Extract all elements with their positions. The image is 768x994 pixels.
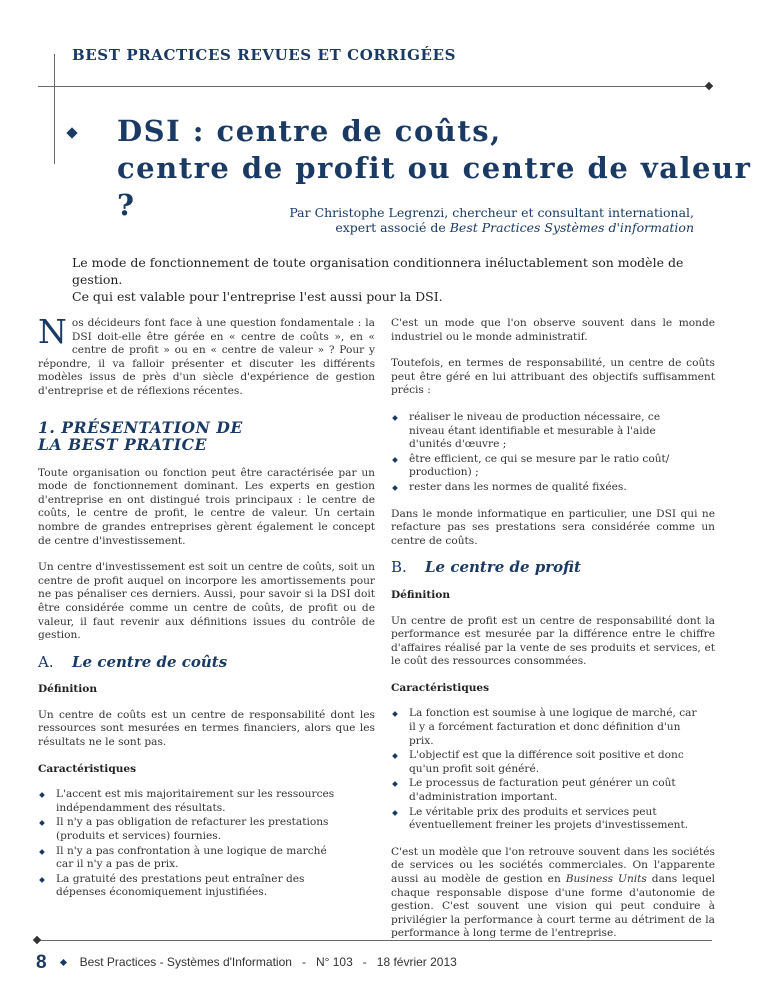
- page-footer: [36, 952, 457, 974]
- footer-separator: -: [301, 955, 306, 970]
- footer-diamond-icon: [60, 958, 67, 965]
- footer-separator: -: [362, 955, 367, 970]
- section-a-definition-text: Un centre de coûts est un centre de responsabilité dont les ressources sont mesurées en termes financiers, alors que les résultats ne le sont pas.: [38, 708, 375, 749]
- intro-paragraph: [38, 312, 375, 399]
- section-b-definition-label: Définition: [391, 588, 451, 601]
- list-item: L'accent est mis majoritairement sur les ressources indépendamment des résultats.: [38, 788, 346, 815]
- section-a-characteristics-label: Caractéristiques: [38, 762, 137, 775]
- section-1-heading-line-1: 1. PRÉSENTATION DE: [38, 417, 243, 437]
- list-item: La gratuité des prestations peut entraîner des dépenses économiquement injustifiées.: [38, 873, 346, 900]
- col2-paragraph-1: C'est un mode que l'on observe souvent dans le monde industriel ou le monde administratif.: [391, 317, 715, 343]
- lead-line-2: Ce qui est valable pour l'entreprise l'est aussi pour la DSI.: [72, 289, 443, 304]
- section-b-heading: [391, 558, 715, 577]
- column-right: [391, 317, 715, 954]
- section-b-title: Le centre de profit: [425, 558, 581, 577]
- section-a-list: [38, 788, 375, 900]
- section-b-closing-paragraph: [391, 846, 715, 941]
- list-item: réaliser le niveau de production nécessaire, ce niveau étant identifiable et mesurable à l'aide d'unités d'œuvre ;: [391, 411, 699, 452]
- title-line-2: centre de profit ou centre de valeur ?: [117, 151, 752, 222]
- section-rubric: BEST PRACTICES REVUES ET CORRIGÉES: [72, 46, 457, 64]
- section-a-title: Le centre de coûts: [72, 652, 228, 671]
- drop-cap: N: [38, 312, 67, 351]
- lead-paragraph: [72, 254, 702, 305]
- section-1-paragraph-1: Toute organisation ou fonction peut être caractérisée par un mode de fonctionnement dominant. Les experts en gestion d'entreprise en ont distingué trois principaux : le centre de coûts, le centre de profit, le centre de valeur. Un certain nombre de grandes entreprises gèrent également le concept de centre d'investissement.: [38, 466, 375, 547]
- byline-line-1: Par Christophe Legrenzi, chercheur et consultant international,: [289, 205, 694, 220]
- section-b-list: [391, 707, 715, 832]
- section-b-characteristics-label: Caractéristiques: [391, 681, 490, 694]
- top-rule: [38, 86, 710, 87]
- section-a-letter: A.: [38, 652, 54, 671]
- left-margin-rule: [54, 54, 55, 164]
- section-1-paragraph-2: Un centre d'investissement est soit un centre de coûts, soit un centre de profit auquel on incorpore les amortissements pour ne pas pénaliser ces derniers. Aussi, pour savoir si la DSI doit être considérée comme un centre de coûts, de profit ou de valeur, il faut revenir aux définitions issues du contrôle de gestion.: [38, 561, 375, 642]
- page-number: 8: [36, 952, 47, 973]
- list-item: L'objectif est que la différence soit positive et donc qu'un profit soit généré.: [391, 749, 699, 776]
- section-b-definition-text: Un centre de profit est un centre de responsabilité dont la performance est mesurée par la différence entre le chiffre d'affaires réalisé par la vente de ses produits et services, et le coût des ressources consommées.: [391, 614, 715, 668]
- col2-paragraph-2: Toutefois, en termes de responsabilité, un centre de coûts peut être géré en lui attribuant des objectifs suffisamment précis :: [391, 357, 715, 397]
- title-line-1: DSI : centre de coûts,: [117, 114, 502, 148]
- byline-prefix: expert associé de: [335, 220, 446, 235]
- section-a-heading: [38, 652, 375, 671]
- byline: [174, 205, 694, 235]
- footer-publication: Best Practices - Systèmes d'Information: [79, 955, 292, 970]
- list-item: rester dans les normes de qualité fixées.: [391, 481, 699, 495]
- intro-text: os décideurs font face à une question fondamentale : la DSI doit-elle être gérée en « centre de coûts », en « centre de profit » ou en « centre de valeur » ? Pour y répondre, il va falloir présenter et discuter les différents modèles issus de près d'un siècle d'expérience de gestion d'entreprise et de réflexions récentes.: [38, 317, 375, 397]
- closing-text-start: C'est un modèle que l'on retrouve souvent dans les sociétés de services ou les sociétés commerciales. On l'apparente aussi au modèle de gestion en: [391, 845, 715, 885]
- list-item: Le processus de facturation peut générer un coût d'administration important.: [391, 777, 699, 804]
- list-item: être efficient, ce qui se mesure par le ratio coût/ production) ;: [391, 453, 699, 480]
- title-diamond-icon: [66, 127, 77, 138]
- section-a-definition-label: Définition: [38, 683, 98, 696]
- lead-line-1: Le mode de fonctionnement de toute organisation conditionnera inéluctablement son modèle de gestion.: [72, 255, 684, 287]
- footer-date: 18 février 2013: [376, 955, 457, 970]
- list-item: La fonction est soumise à une logique de marché, car il y a forcément facturation et donc définition d'un prix.: [391, 707, 699, 748]
- section-b-letter: B.: [391, 558, 407, 577]
- column-left: [38, 312, 375, 913]
- byline-journal: Best Practices Systèmes d'information: [449, 220, 694, 235]
- top-rule-end-dot: [705, 82, 713, 90]
- list-item: Le véritable prix des produits et services peut éventuellement freiner les projets d'investissement.: [391, 806, 699, 833]
- col2-paragraph-3: Dans le monde informatique en particulier, une DSI qui ne refacture pas ses prestations sera considérée comme un centre de coûts.: [391, 507, 715, 547]
- footer-rule-start-dot: [33, 936, 41, 944]
- list-item: Il n'y a pas obligation de refacturer les prestations (produits et services) fournies.: [38, 816, 346, 843]
- section-1-heading-line-2: LA BEST PRATICE: [38, 434, 208, 454]
- list-item: Il n'y a pas confrontation à une logique de marché car il n'y a pas de prix.: [38, 845, 346, 872]
- closing-text-italic: Business Units: [565, 873, 647, 885]
- closing-text-end: dans lequel chaque responsable dispose d'une forme d'autonomie de gestion. C'est souvent une vision qui peut conduire à privilégier la performance à court terme au détriment de la performance à long terme de l'entreprise.: [391, 873, 715, 940]
- objectives-list: [391, 411, 715, 495]
- footer-issue: N° 103: [315, 955, 353, 970]
- byline-line-2: [174, 220, 694, 235]
- section-1-heading: [38, 419, 375, 453]
